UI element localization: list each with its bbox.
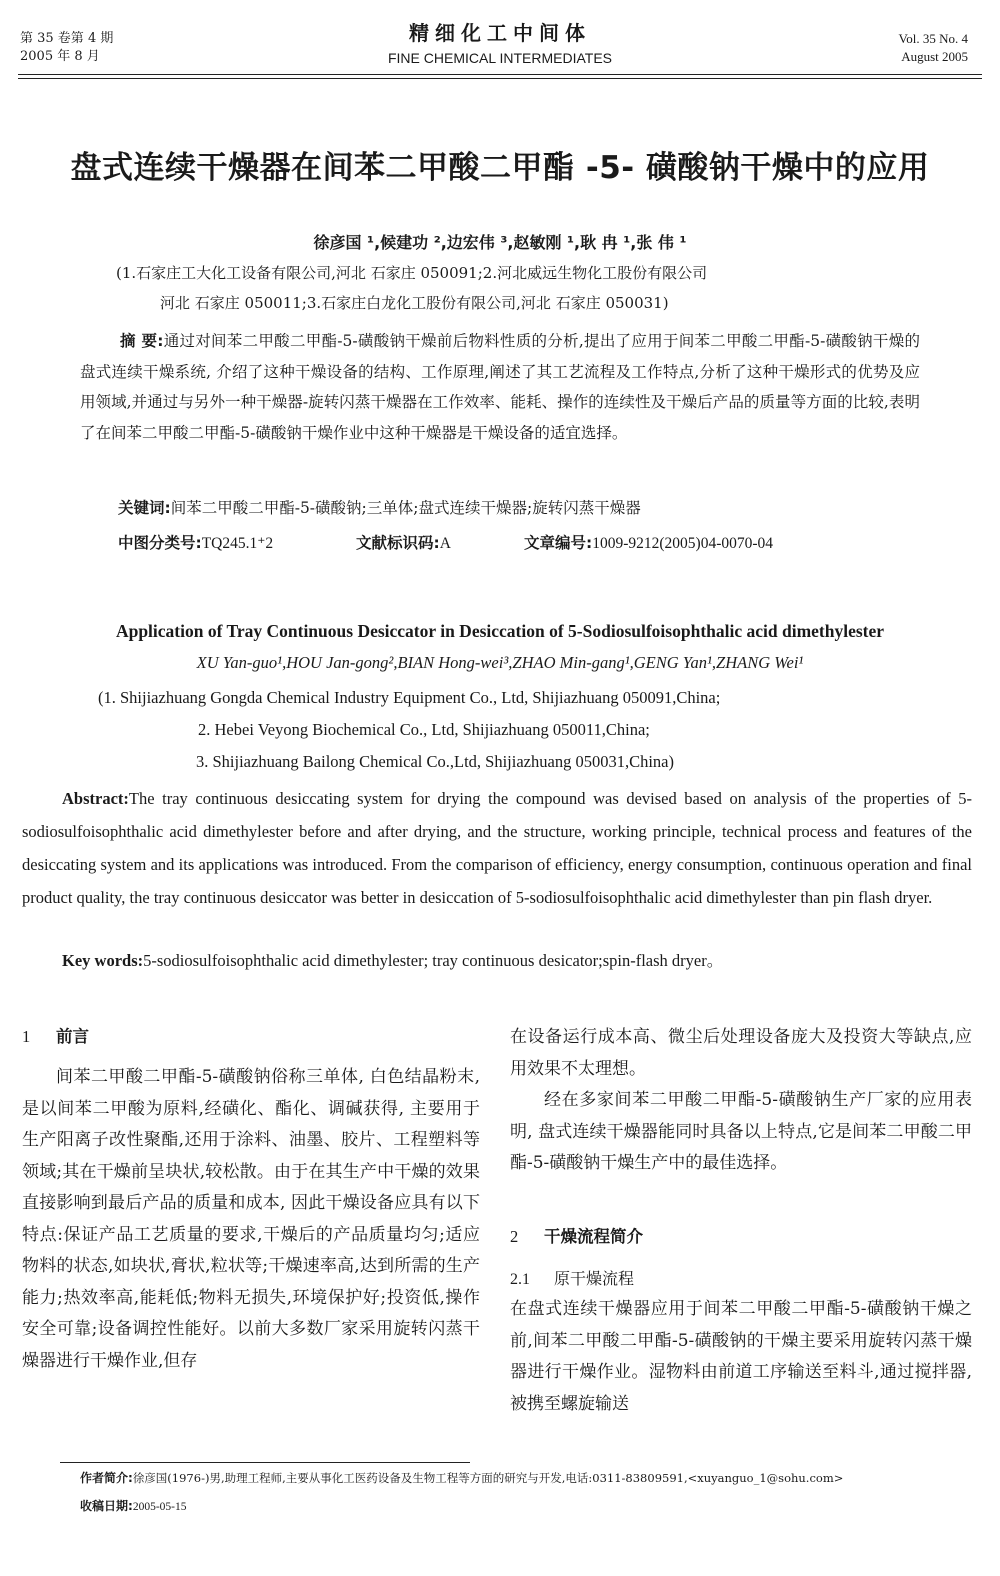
clc-value: TQ245.1⁺2 [201, 535, 274, 552]
affiliation-en-line-2: 2. Hebei Veyong Biochemical Co., Ltd, Shijiazhuang 050011,China; [198, 720, 650, 739]
received-date-label: 收稿日期: [80, 1499, 133, 1513]
keywords-cn [118, 493, 641, 523]
abstract-cn-text: 通过对间苯二甲酸二甲酯-5-磺酸钠干燥前后物料性质的分析,提出了应用于间苯二甲酸二甲酯-5-磺酸钠干燥的盘式连续干燥系统, 介绍了这种干燥设备的结构、工作原理,阐述了其工艺流程及工作特点,分析了这种干燥形式的优势及应用领域,并通过与另外一种干燥器-旋转闪蒸干燥器在工作效率、能耗、操作的连续性及干燥后产品的质量等方面的比较,表明了在间苯二甲酸二甲酯-5-磺酸钠干燥作业中这种干燥器是干燥设备的适宜选择。 [80, 332, 920, 442]
paragraph-continued: 在设备运行成本高、微尘后处理设备庞大及投资大等缺点,应用效果不太理想。 [510, 1027, 972, 1079]
keywords-en [62, 946, 723, 976]
affiliation-en-line-1: (1. Shijiazhuang Gongda Chemical Industry Equipment Co., Ltd, Shijiazhuang 050091,China; [98, 688, 721, 707]
volume-issue-cn: 第 35 卷第 4 期 [20, 31, 114, 46]
affiliation-en-line-3: 3. Shijiazhuang Bailong Chemical Co.,Ltd, Shijiazhuang 050031,China) [196, 752, 674, 771]
header-rule-thin [18, 78, 982, 79]
abstract-en-text: The tray continuous desiccating system for drying the compound was devised based on analysis of the properties of 5-sodiosulfoisophthalic acid dimethylester before and after drying, and the structure, working principle, technical process and features of the desiccating system and its applications was introduced. From the comparison of efficiency, energy consumption, continuous operation and final product quality, the tray continuous desiccator was better in desiccation of 5-sodiosulfoisophthalic acid dimethylester than pin flash dryer. [22, 789, 972, 907]
author-note-text: 徐彦国(1976-)男,助理工程师,主要从事化工医药设备及生物工程等方面的研究与开发,电话:0311-83809591,<xuyanguo_1@sohu.com> [132, 1471, 844, 1485]
header-right [899, 30, 968, 66]
subsection-2-1-heading [510, 1264, 634, 1295]
section-2-heading [510, 1222, 643, 1252]
footnote-rule [60, 1462, 470, 1463]
author-note-label: 作者简介: [80, 1471, 133, 1485]
left-column [22, 1062, 480, 1377]
section-1-number: 1 [22, 1027, 31, 1046]
abstract-cn [80, 326, 920, 448]
section-1-heading [22, 1022, 89, 1052]
received-date [80, 1494, 186, 1519]
abstract-en-label: Abstract: [62, 789, 129, 808]
keywords-cn-label: 关键词: [118, 499, 171, 517]
section-2-title: 干燥流程简介 [544, 1227, 643, 1246]
paragraph-original-process: 在盘式连续干燥器应用于间苯二甲酸二甲酯-5-磺酸钠干燥之前,间苯二甲酸二甲酯-5-磺酸钠的干燥主要采用旋转闪蒸干燥器进行干燥作业。湿物料由前道工序输送至料斗,通过搅拌器,被携至螺旋输送 [510, 1299, 972, 1414]
author-note [80, 1466, 843, 1490]
classification-line [118, 528, 273, 559]
journal-name-en: FINE CHEMICAL INTERMEDIATES [387, 50, 613, 66]
paragraph-intro: 间苯二甲酸二甲酯-5-磺酸钠俗称三单体, 白色结晶粉末,是以间苯二甲酸为原料,经磺化、酯化、调碱获得, 主要用于生产阳离子改性聚酯,还用于涂料、油墨、胶片、工程塑料等领域;其在干燥前呈块状,较松散。由于在其生产中干燥的效果直接影响到最后产品的质量和成本, 因此干燥设备应具有以下特点:保证产品工艺质量的要求,干燥后的产品质量均匀;适应物料的状态,如块状,膏状,粒状等;干燥速率高,达到所需的生产能力;热效率高,能耗低;物料无损失,环境保护好;投资低,操作安全可靠;设备调控性能好。以前大多数厂家采用旋转闪蒸干燥器进行干燥作业,但存 [22, 1067, 480, 1371]
keywords-en-label: Key words: [62, 951, 144, 970]
authors-cn: 徐彦国 ¹,候建功 ²,边宏伟 ³,赵敏刚 ¹,耿 冉 ¹,张 伟 ¹ [313, 233, 687, 252]
article-number [524, 528, 773, 559]
authors-en: XU Yan-guo¹,HOU Jan-gong²,BIAN Hong-wei³,ZHAO Min-gang¹,GENG Yan¹,ZHANG Wei¹ [196, 653, 804, 672]
section-2-number: 2 [510, 1227, 519, 1246]
article-number-label: 文章编号: [524, 534, 593, 552]
doc-code-value: A [439, 535, 451, 552]
doc-code-label: 文献标识码: [356, 534, 440, 552]
journal-name-cn: 精细化工中间体 [409, 21, 591, 45]
section-1-title: 前言 [56, 1027, 89, 1046]
clc-label: 中图分类号: [118, 534, 202, 552]
paper-title-cn: 盘式连续干燥器在间苯二甲酸二甲酯 -5- 磺酸钠干燥中的应用 [70, 150, 930, 186]
abstract-cn-label: 摘 要: [120, 332, 164, 350]
document-code [356, 528, 451, 559]
volume-issue-en: Vol. 35 No. 4 [898, 31, 968, 46]
affiliation-cn-line-1: (1.石家庄工大化工设备有限公司,河北 石家庄 050091;2.河北威远生物化工股份有限公司 [116, 264, 708, 282]
keywords-en-text: 5-sodiosulfoisophthalic acid dimethylester; tray continuous desicator;spin-flash dryer。 [143, 951, 724, 970]
subsection-2-1-title: 原干燥流程 [554, 1269, 635, 1288]
keywords-cn-text: 间苯二甲酸二甲酯-5-磺酸钠;三单体;盘式连续干燥器;旋转闪蒸干燥器 [170, 499, 641, 517]
article-number-value: 1009-9212(2005)04-0070-04 [592, 535, 774, 552]
date-cn: 2005 年 8 月 [20, 49, 100, 64]
affiliation-cn-line-2: 河北 石家庄 050011;3.石家庄白龙化工股份有限公司,河北 石家庄 050031) [160, 294, 669, 312]
paragraph-best-choice: 经在多家间苯二甲酸二甲酯-5-磺酸钠生产厂家的应用表明, 盘式连续干燥器能同时具备以上特点,它是间苯二甲酸二甲酯-5-磺酸钠干燥生产中的最佳选择。 [510, 1090, 972, 1173]
received-date-value: 2005-05-15 [132, 1501, 187, 1513]
paper-title-en: Application of Tray Continuous Desiccator in Desiccation of 5-Sodiosulfoisophthalic acid dimethylester [115, 621, 885, 641]
abstract-en [22, 782, 972, 914]
right-column [510, 1022, 972, 1180]
date-en: August 2005 [901, 49, 968, 64]
subsection-2-1-number: 2.1 [510, 1271, 530, 1288]
journal-header [0, 20, 1000, 68]
header-rule [18, 74, 982, 75]
right-column-lower [510, 1294, 972, 1420]
